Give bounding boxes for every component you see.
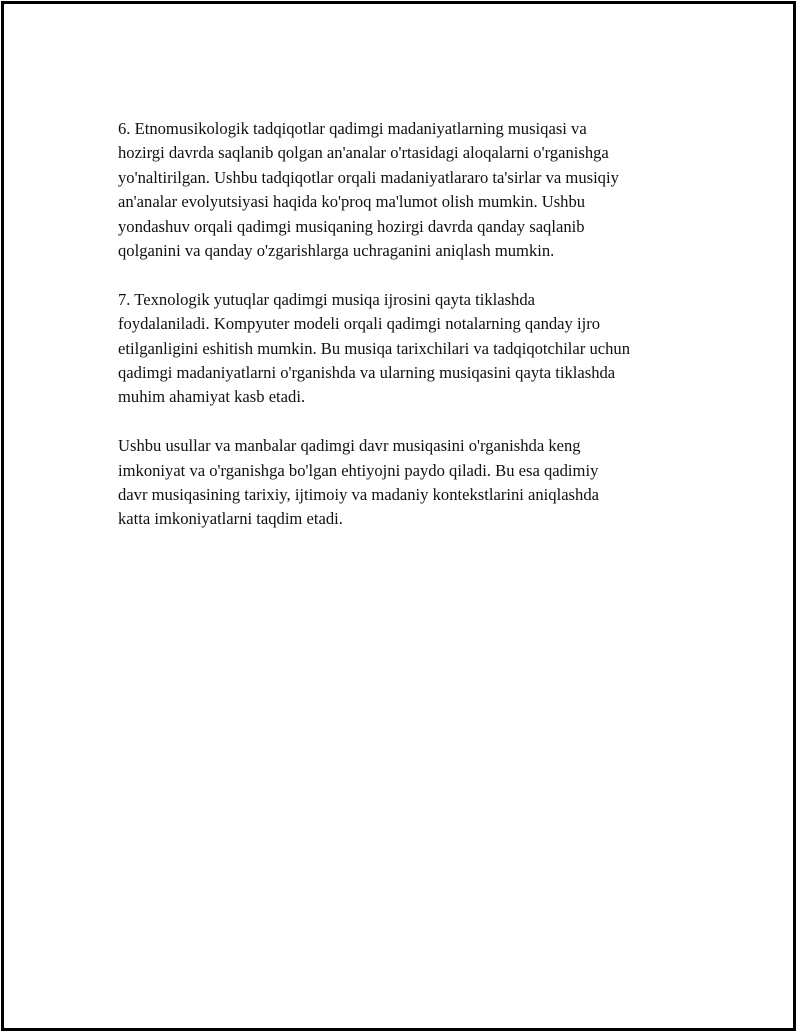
text-line: hozirgi davrda saqlanib qolgan an'analar o'rtasidagi aloqalarni o'rganishga [118, 143, 609, 163]
text-line: katta imkoniyatlarni taqdim etadi. [118, 509, 343, 529]
text-line: etilganligini eshitish mumkin. Bu musiqa tarixchilari va tadqiqotchilar uchun [118, 338, 631, 358]
text-line: Ushbu usullar va manbalar qadimgi davr musiqasini o'rganishda keng [118, 436, 581, 456]
text-line: muhim ahamiyat kasb etadi. [118, 387, 306, 407]
text-line: 7. Texnologik yutuqlar qadimgi musiqa ijrosini qayta tiklashda [118, 289, 536, 309]
text-line: foydalaniladi. Kompyuter modeli orqali qadimgi notalarning qanday ijro [118, 314, 601, 334]
paragraph-7-texnologik [118, 288, 708, 410]
text-line: 6. Etnomusikologik tadqiqotlar qadimgi madaniyatlarning musiqasi va [118, 119, 587, 138]
text-line: qolganini va qanday o'zgarishlarga uchraganini aniqlash mumkin. [118, 241, 555, 261]
text-line: yondashuv orqali qadimgi musiqaning hozirgi davrda qanday saqlanib [118, 216, 585, 236]
text-line: qadimgi madaniyatlarni o'rganishda va ularning musiqasini qayta tiklashda [118, 363, 616, 383]
document-body [118, 117, 708, 556]
paragraph-conclusion [118, 434, 708, 532]
paragraph-6-etnomusikologik [118, 117, 708, 263]
text-line: imkoniyat va o'rganishga bo'lgan ehtiyojni paydo qiladi. Bu esa qadimiy [118, 460, 599, 480]
text-line: davr musiqasining tarixiy, ijtimoiy va madaniy kontekstlarini aniqlashda [118, 485, 599, 505]
text-line: an'analar evolyutsiyasi haqida ko'proq ma'lumot olish mumkin. Ushbu [118, 192, 586, 212]
text-line: yo'naltirilgan. Ushbu tadqiqotlar orqali madaniyatlararo ta'sirlar va musiqiy [118, 167, 619, 187]
